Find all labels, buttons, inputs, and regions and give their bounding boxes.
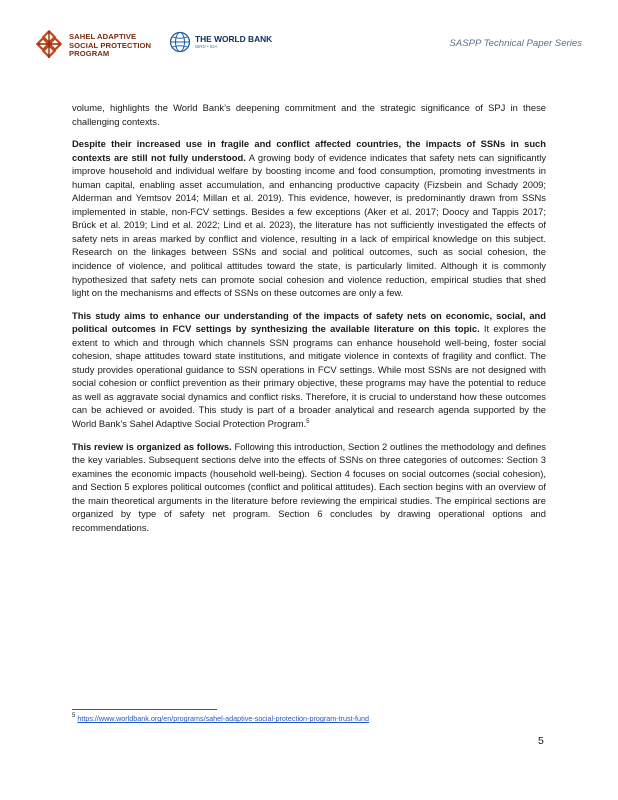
footnote-divider [72,709,217,710]
world-bank-logo [169,31,272,53]
footnote-number: 5 [72,713,76,719]
saspp-logo-line1: SAHEL ADAPTIVE [69,32,137,42]
paragraph-3-body: Following this introduction, Section 2 outlines the methodology and defines the key variables. Subsequent sections delve into the effects of SSNs on three categories of outcomes: Section 3 examines the economic impacts (household well-being). Section 4 focuses on social outcomes (social cohesion), and Section 5 explores political outcomes (conflict and political attitudes). Each section begins with an overview of the main theoretical arguments in the literature before reviewing the empirical studies. The empirical sections are organized by type of safety net program. Section 6 concludes by drawing operational options and recommendations. [72,440,546,533]
saspp-logo-text [69,33,151,59]
paragraph-organization [72,440,546,535]
paragraph-3-lead: This review is organized as follows. [72,440,232,452]
world-bank-globe-icon [169,31,191,53]
page-header [36,26,582,66]
world-bank-subtitle: IBRD • IDA [195,43,218,49]
footnote [72,714,369,723]
world-bank-name: THE WORLD BANK [195,33,273,44]
paragraph-1-body: A growing body of evidence indicates that safety nets can significantly improve household and individual welfare by boosting income and food consumption, promoting investments in human capital, enabling asset accumulation, and enhancing productive capacity (Fizsbein and Schady 2009; Alderman and Yemtsov 2014; Millan et al. 2019). This evidence, however, is predominantly drawn from SSNs implemented in stable, non-FCV settings. Besides a few exceptions (Aker et al. 2017; Doocy and Tappis 2017; Brück et al. 2019; Lind et al. 2022; Lind et al. 2023), the literature has not sufficiently investigated the effects of safety nets in areas marked by conflict and violence, resulting in a lack of empirical knowledge on this subject. Research on the linkages between SSNs and social and political outcomes, such as social cohesion, the incidence of violence, and political attitudes toward the state, is particularly limited. Although it is commonly hypothesized that safety nets can promote social cohesion and violence reduction, empirical studies that shed light on the mechanisms and effects of SSNs on these outcomes are only a few. [72,151,547,299]
paragraph-continuation [72,101,546,128]
saspp-logo-line3: PROGRAM [69,49,110,59]
page-number: 5 [538,735,544,747]
footnote-link[interactable]: https://www.worldbank.org/en/programs/sahel-adaptive-social-protection-program-trust-fund [77,714,369,723]
saspp-logo [36,26,151,66]
paragraph-2-body: It explores the extent to which and through which channels SSN programs can enhance household well-being, foster social cohesion, shape attitudes toward state institutions, and mitigate violence in contexts of fragility and conflict. The study provides operational guidance to SSN operations in FCV settings. While most SSNs are not designed with social cohesion or conflict prevention as their primary objective, these programs may have the potential to reduce as well as aggravate social dynamics and conflict risks. Therefore, it is crucial to understand how these outcomes can be achieved or avoided. This study is part of a broader analytical and research agenda supported by the World Bank’s Sahel Adaptive Social Protection Program. [72,323,546,430]
paragraph-0-text: volume, highlights the World Bank’s deepening commitment and the strategic significance of SPJ in these challenging contexts. [72,102,546,127]
footnote-reference[interactable]: 5 [306,419,310,426]
paragraph-study-aims [72,309,546,431]
series-title: SASPP Technical Paper Series [449,38,582,49]
body-text [72,101,546,543]
paragraph-2-lead: This study aims to enhance our understanding of the impacts of safety nets on economic, social, and political outcomes in FCV settings by synthesizing the available literature on this topic. [72,309,546,335]
saspp-logo-line2: SOCIAL PROTECTION [69,40,152,50]
paragraph-impacts [72,137,546,300]
paragraph-1-lead: Despite their increased use in fragile and conflict affected countries, the impacts of SSNs in such contexts are still not fully understood. [72,138,546,163]
saspp-knot-icon [36,30,66,62]
